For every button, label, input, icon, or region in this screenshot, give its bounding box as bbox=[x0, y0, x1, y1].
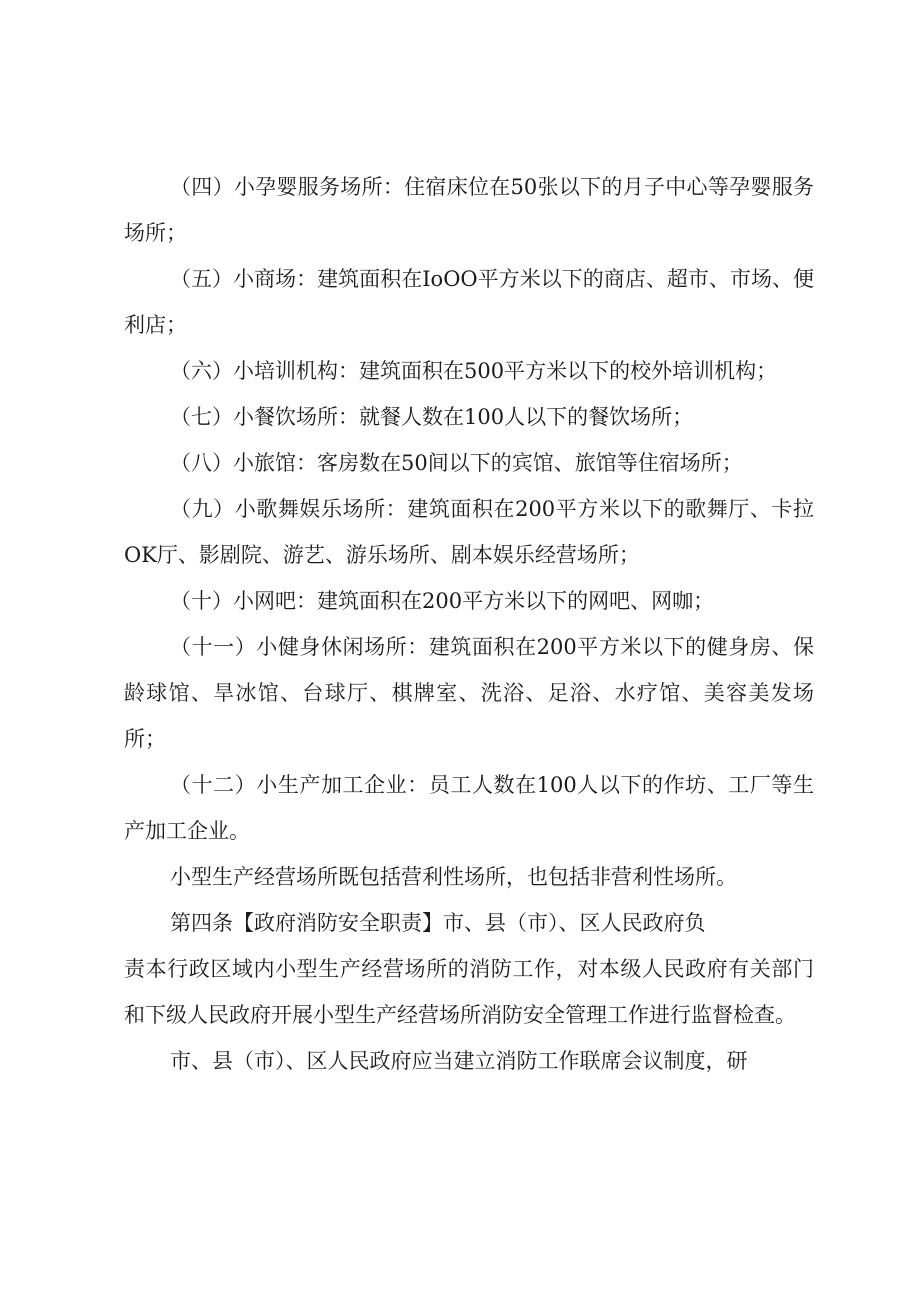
paragraph-last: 市、县（市）、区人民政府应当建立消防工作联席会议制度，研 bbox=[170, 1049, 748, 1073]
paragraph-scope-note: 小型生产经营场所既包括营利性场所，也包括非营利性场所。 bbox=[170, 865, 737, 889]
paragraph-item-9: （九）小歌舞娱乐场所：建筑面积在200平方米以下的歌舞厅、卡拉OK厅、影剧院、游艺、游乐场所、剧本娱乐经营场所； bbox=[124, 497, 814, 567]
paragraph-item-10: （十）小网吧：建筑面积在200平方米以下的网吧、网咖； bbox=[170, 589, 715, 613]
paragraph-item-7: （七）小餐饮场所：就餐人数在100人以下的餐饮场所； bbox=[170, 405, 694, 429]
paragraph-item-4: （四）小孕婴服务场所：住宿床位在50张以下的月子中心等孕婴服务场所； bbox=[124, 175, 814, 245]
article-4-body: 责本行政区域内小型生产经营场所的消防工作，对本级人民政府有关部门和下级人民政府开展小型生产经营场所消防安全管理工作进行监督检查。 bbox=[124, 957, 814, 1027]
document-page bbox=[124, 164, 814, 1084]
paragraph-item-6: （六）小培训机构：建筑面积在500平方米以下的校外培训机构； bbox=[170, 359, 778, 383]
article-title: 【政府消防安全职责】 bbox=[233, 911, 443, 935]
article-number: 第四条 bbox=[170, 911, 233, 935]
article-4-heading-line bbox=[124, 900, 814, 946]
paragraph-item-11: （十一）小健身休闲场所：建筑面积在200平方米以下的健身房、保龄球馆、旱冰馆、台球厅、棋牌室、洗浴、足浴、水疗馆、美容美发场所； bbox=[124, 635, 814, 751]
article-text-line1: 市、县（市）、区人民政府负 bbox=[443, 911, 706, 935]
paragraph-item-8: （八）小旅馆：客房数在50间以下的宾馆、旅馆等住宿场所； bbox=[170, 451, 743, 475]
paragraph-item-5: （五）小商场：建筑面积在IoOO平方米以下的商店、超市、市场、便利店； bbox=[124, 267, 814, 337]
paragraph-item-12: （十二）小生产加工企业：员工人数在100人以下的作坊、工厂等生产加工企业。 bbox=[124, 773, 814, 843]
